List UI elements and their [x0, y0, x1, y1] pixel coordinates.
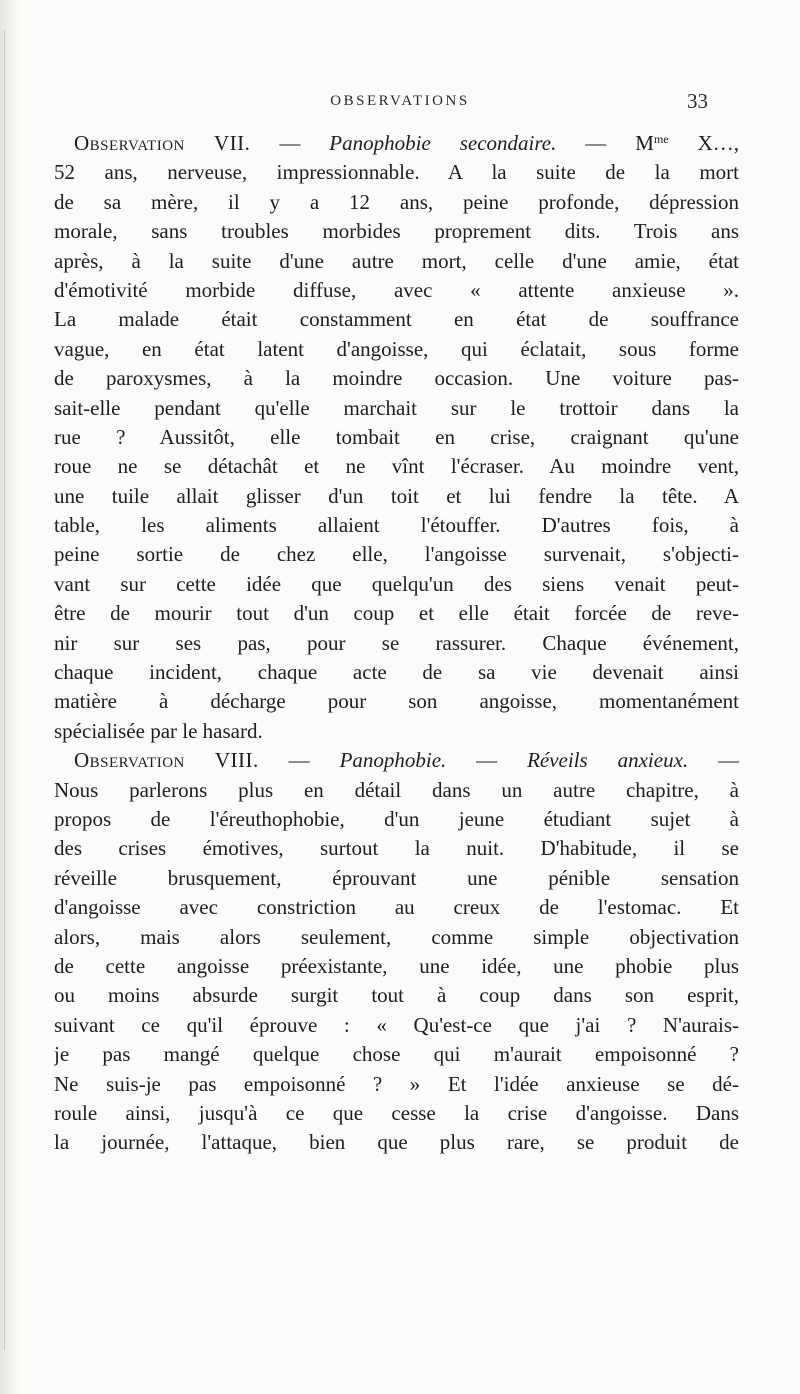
text-line: vant sur cette idée que quelqu'un des siens venait peut- [54, 571, 739, 596]
text-line: 52 ans, nerveuse, impressionnable. A la suite de la mort [54, 160, 739, 185]
text-line: être de mourir tout d'un coup et elle était forcée de reve- [54, 601, 739, 626]
text-line: spécialisée par le hasard. [54, 718, 263, 743]
text-line: de paroxysmes, à la moindre occasion. Une voiture pas- [54, 366, 739, 391]
text-line: vague, en état latent d'angoisse, qui éclatait, sous forme [54, 336, 739, 361]
text-line: roule ainsi, jusqu'à ce que cesse la crise d'angoisse. Dans [54, 1100, 739, 1125]
text-line: après, à la suite d'une autre mort, celle d'une amie, état [54, 248, 739, 273]
observation-8-subtitle: Réveils anxieux. [527, 748, 689, 773]
running-title: OBSERVATIONS [330, 93, 470, 109]
body-text [54, 129, 739, 1158]
text-line: La malade était constamment en état de souffrance [54, 307, 739, 332]
text-line: rue ? Aussitôt, elle tombait en crise, craignant qu'une [54, 424, 739, 449]
observation-7-heading: Observation VII. — Panophobie secondaire. — $M^{me}$ X…, [74, 131, 739, 155]
observation-8-label: Observation VIII. [74, 748, 259, 773]
text-line: d'émotivité morbide diffuse, avec « attente anxieuse ». [54, 277, 739, 302]
text-line: matière à décharge pour son angoisse, momentanément [54, 689, 739, 714]
text-line: sait-elle pendant qu'elle marchait sur le trottoir dans la [54, 395, 739, 420]
page-gutter-shadow [0, 0, 20, 1394]
text-line: des crises émotives, surtout la nuit. D'habitude, il se [54, 836, 739, 861]
text-line: de cette angoisse préexistante, une idée, une phobie plus [54, 953, 739, 978]
text-line: de sa mère, il y a 12 ans, peine profonde, dépression [54, 189, 739, 214]
text-line: propos de l'éreuthophobie, d'un jeune étudiant sujet à [54, 806, 739, 831]
text-line: Nous parlerons plus en détail dans un autre chapitre, à [54, 777, 739, 802]
text-line: réveille brusquement, éprouvant une pénible sensation [54, 865, 739, 890]
text-line: morale, sans troubles morbides proprement dits. Trois ans [54, 219, 739, 244]
text-line: suivant ce qu'il éprouve : « Qu'est-ce que j'ai ? N'aurais- [54, 1012, 739, 1037]
text-line: nir sur ses pas, pour se rassurer. Chaque événement, [54, 630, 739, 655]
text-line: roue ne se détachât et ne vînt l'écraser. Au moindre vent, [54, 454, 739, 479]
observation-8-title: Panophobie. [339, 748, 447, 773]
observation-7-title: Panophobie secondaire. [329, 131, 557, 155]
text-line: alors, mais alors seulement, comme simple objectivation [54, 924, 739, 949]
page-number: 33 [687, 89, 708, 113]
text-line: table, les aliments allaient l'étouffer. D'autres fois, à [54, 513, 739, 538]
patient-name: $M^{me}$ X…, [635, 131, 739, 155]
text-line: une tuile allait glisser d'un toit et lui fendre la tête. A [54, 483, 739, 508]
text-line: chaque incident, chaque acte de sa vie devenait ainsi [54, 660, 739, 685]
running-head [0, 89, 800, 113]
text-line: d'angoisse avec constriction au creux de l'estomac. Et [54, 895, 739, 920]
text-line: peine sortie de chez elle, l'angoisse survenait, s'objecti- [54, 542, 739, 567]
text-line: la journée, l'attaque, bien que plus rare, se produit de [54, 1130, 739, 1155]
page-gutter-line [4, 30, 5, 1350]
text-line: je pas mangé quelque chose qui m'aurait empoisonné ? [54, 1042, 739, 1067]
observation-7-label: Observation VII. [74, 131, 251, 155]
text-line: ou moins absurde surgit tout à coup dans son esprit, [54, 983, 739, 1008]
text-line: Ne suis-je pas empoisonné ? » Et l'idée anxieuse se dé- [54, 1071, 739, 1096]
observation-8-heading: Observation VIII. — Panophobie. — Réveils anxieux. — [74, 748, 739, 773]
